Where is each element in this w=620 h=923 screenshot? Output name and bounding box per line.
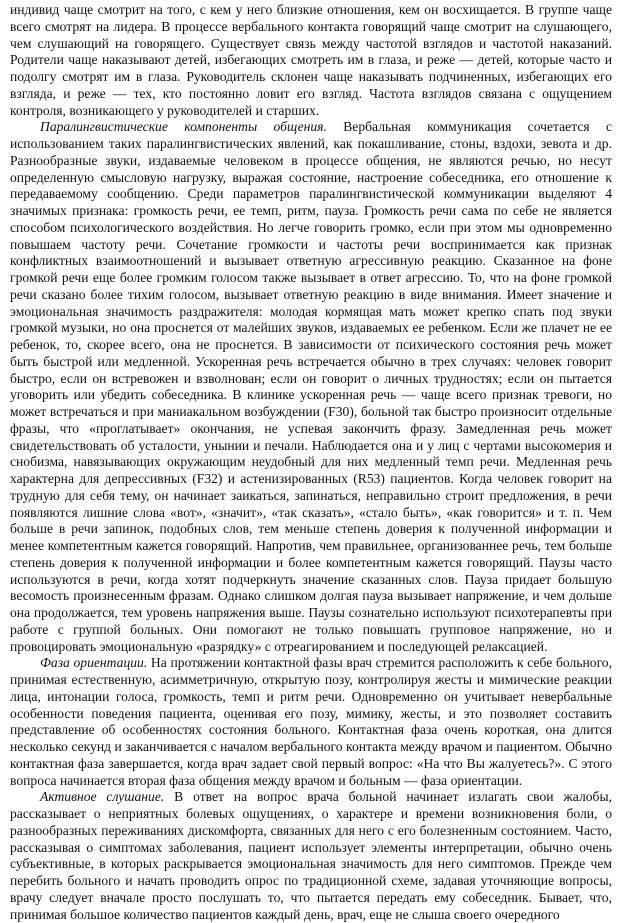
paragraph-paralinguistic-heading: Паралингвистические компоненты общения. [40, 119, 327, 135]
paragraph-active-listening [10, 789, 612, 923]
paragraph-gaze [10, 2, 612, 119]
paragraph-orientation-phase-text: На протяжении контактной фазы врач стремится расположить к себе больного, принимая естественную, асимметричную, открытую позу, контролируя жесты и мимические реакции лица, интонации голоса, громкость, темп и ритм речи. Одновременно он учитывает невербальные особенности поведения пациента, оценивая его позу, мимику, жесты, и это позволяет составить представление об особенностях состояния больного. Контактная фаза очень короткая, она длится несколько секунд и заканчивается с началом вербального контакта между врачом и пациентом. Обычно контактная фаза завершается, когда врач задает свой первый вопрос: «На что Вы жалуетесь?». С этого вопроса начинается вторая фаза общения между врачом и больным — фаза ориентации. [10, 655, 612, 788]
paragraph-orientation-phase [10, 655, 612, 789]
paragraph-gaze-text: индивид чаще смотрит на того, с кем у него близкие отношения, кем он восхищается. В группе чаще всего смотрят на лидера. В процессе вербального контакта говорящий чаще смотрит на слушающего, чем слушающий на говорящего. Существует связь между частотой взглядов и частотой наказаний. Родители чаще наказывают детей, избегающих смотреть им в глаза, и реже — детей, которые часто и подолгу смотрят им в глаза. Руководитель склонен чаще наказывать подчиненных, избегающих его взгляда, и реже — тех, кто постоянно ловит его взгляд. Частота взглядов связана с ощущением контроля, возникающего у руководителей и старших. [10, 2, 612, 118]
paragraph-paralinguistic [10, 119, 612, 655]
paragraph-active-listening-text: В ответ на вопрос врача больной начинает излагать свои жалобы, рассказывает о неприятных болевых ощущениях, о характере и времени возникновения боли, о разнообразных переживаниях дискомфорта, связанных для него с его болезненным состоянием. Часто, рассказывая о симптомах заболевания, пациент использует элементы интерпретации, обычно очень субъективные, в которых раскрывается эмоциональная значимость для него симптомов. Прежде чем перебить больного и начать проводить опрос по традиционной схеме, задавая уточняющие вопросы, врачу следует вначале просто послушать то, что пытается передать ему собеседник. Бывает, что, принимая большое количество пациентов каждый день, врач, еще не слыша своего очередного [10, 789, 612, 922]
paragraph-orientation-phase-heading: Фаза ориентации. [40, 655, 148, 671]
paragraph-active-listening-heading: Активное слушание. [40, 789, 165, 805]
paragraph-paralinguistic-text: Вербальная коммуникация сочетается с использованием таких паралингвистических явлений, как покашливание, стоны, вздохи, зевота и др. Разнообразные звуки, издаваемые человеком в процессе общения, не являются речью, но несут определенную смысловую нагрузку, выражая состояние, настроение собеседника, его отношение к передаваемому сообщению. Среди параметров паралингвистической коммуникации выделяют 4 значимых признака: громкость речи, ее темп, ритм, пауза. Громкость речи сама по себе не является способом психологического воздействия. Но легче говорить громко, если при этом мы одновременно повышаем частоту речи. Сочетание громкости и частоты речи воспринимается как признак конфликтных взаимоотношений и вызывает ответную агрессивную реакцию. Сказанное на фоне громкой речи еще более громким голосом также вызывает в ответ агрессию. То, что на фоне громкой речи сказано более тихим голосом, вызывает ответную реакцию в виде внимания. Имеет значение и эмоциональная значимость раздражителя: молодая кормящая мать может крепко спать под звуки громкой музыки, но она проснется от малейших звуков, издаваемых ее ребенком. Если же плачет не ее ребенок, то, скорее всего, она не проснется. В зависимости от психического состояния речь может быть быстрой или медленной. Ускоренная речь встречается обычно в трех случаях: человек говорит быстро, если он встревожен и взволнован; если он говорит о личных трудностях; если он пытается уговорить или убедить собеседника. В клинике ускоренная речь — чаще всего признак тревоги, но может встречаться и при маниакальном возбуждении (F30), больной так быстро произносит отдельные фразы, что «проглатывает» окончания, не успевая закончить фразу. Замедленная речь может свидетельствовать об усталости, унынии и печали. Наблюдается она и у лиц с чертами высокомерия и снобизма, навязывающих окружающим неудобный для них медленный темп речи. Медленная речь характерна для депрессивных (F32) и астенизированных (R53) пациентов. Когда человек говорит на трудную для себя тему, он начинает заикаться, запинаться, неправильно строит предложения, в речи появляются лишние слова «вот», «значит», «так сказать», «стало быть», «как говорится» и т. п. Чем больше в речи запинок, подобных слов, тем меньше степень доверия к полученной информации и менее компетентным кажется говорящий. Напротив, чем правильнее, организованнее речь, тем больше степень доверия к полученной информации и более компетентным кажется говорящий. Паузы часто используются в речи, когда хотят подчеркнуть значение сказанных слов. Пауза придает большую весомость произнесенным фразам. Однако слишком долгая пауза вызывает напряжение, и чем дольше она продолжается, тем уровень напряжения выше. Паузы сознательно используют психотерапевты при работе с группой больных. Они помогают не только повышать групповое напряжение, но и провоцировать эмоциональную «разрядку» с отреагированием и последующей релаксацией. [10, 119, 612, 654]
